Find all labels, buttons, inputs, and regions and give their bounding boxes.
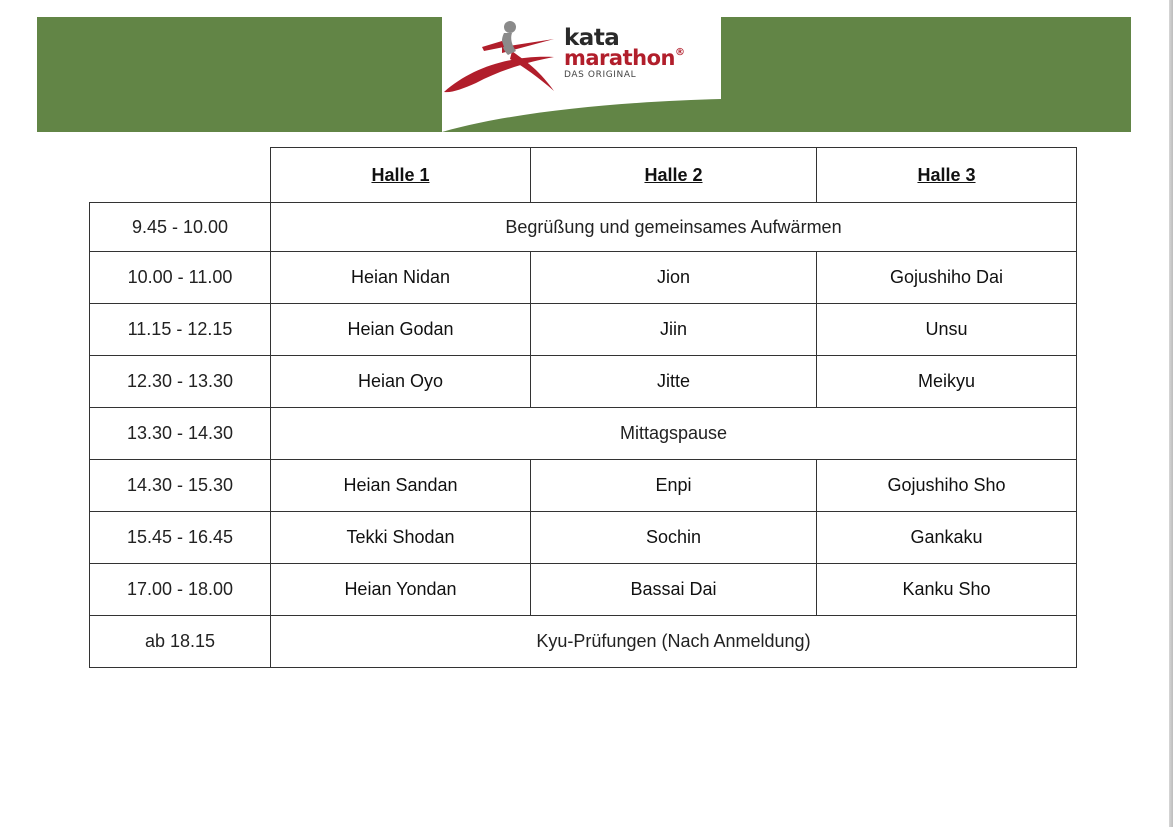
schedule-row bbox=[90, 356, 1077, 408]
time-cell: 13.30 - 14.30 bbox=[90, 408, 271, 460]
hall-3-label: Halle 3 bbox=[917, 164, 976, 185]
time-cell: 14.30 - 15.30 bbox=[90, 460, 271, 512]
schedule-row bbox=[90, 304, 1077, 356]
hall-3-kata: Gojushiho Sho bbox=[817, 460, 1077, 512]
header-row bbox=[90, 148, 1077, 203]
hall-3-header bbox=[817, 148, 1077, 203]
hall-3-kata: Gankaku bbox=[817, 512, 1077, 564]
page-edge-shadow bbox=[1169, 0, 1173, 827]
hall-1-kata: Heian Yondan bbox=[271, 564, 531, 616]
schedule-row bbox=[90, 512, 1077, 564]
hall-2-kata: Jitte bbox=[531, 356, 817, 408]
time-cell: 9.45 - 10.00 bbox=[90, 203, 271, 252]
hall-3-kata: Meikyu bbox=[817, 356, 1077, 408]
kata-marathon-logo bbox=[442, 17, 721, 132]
hall-2-label: Halle 2 bbox=[644, 164, 703, 185]
logo-word-kata: kata bbox=[564, 25, 620, 51]
hall-2-kata: Enpi bbox=[531, 460, 817, 512]
hall-2-kata: Bassai Dai bbox=[531, 564, 817, 616]
welcome-cell: Begrüßung und gemeinsames Aufwärmen bbox=[271, 203, 1077, 252]
hall-1-kata: Heian Sandan bbox=[271, 460, 531, 512]
hall-1-kata: Heian Oyo bbox=[271, 356, 531, 408]
hall-1-header bbox=[271, 148, 531, 203]
hall-3-kata: Kanku Sho bbox=[817, 564, 1077, 616]
schedule-row bbox=[90, 460, 1077, 512]
logo-word-marathon-text: marathon bbox=[564, 46, 675, 70]
schedule-row bbox=[90, 408, 1077, 460]
time-cell: 17.00 - 18.00 bbox=[90, 564, 271, 616]
kyu-exam-cell: Kyu-Prüfungen (Nach Anmeldung) bbox=[271, 616, 1077, 668]
hall-1-label: Halle 1 bbox=[371, 164, 430, 185]
schedule-row bbox=[90, 203, 1077, 252]
hall-1-kata: Heian Nidan bbox=[271, 252, 531, 304]
corner-cell bbox=[90, 148, 271, 203]
schedule-row bbox=[90, 564, 1077, 616]
time-cell: 10.00 - 11.00 bbox=[90, 252, 271, 304]
logo-wordmark bbox=[564, 27, 684, 80]
schedule-row bbox=[90, 252, 1077, 304]
time-cell: 11.15 - 12.15 bbox=[90, 304, 271, 356]
hall-3-kata: Unsu bbox=[817, 304, 1077, 356]
hall-2-kata: Sochin bbox=[531, 512, 817, 564]
hall-2-header bbox=[531, 148, 817, 203]
hall-1-kata: Heian Godan bbox=[271, 304, 531, 356]
lunch-break-cell: Mittagspause bbox=[271, 408, 1077, 460]
hall-2-kata: Jiin bbox=[531, 304, 817, 356]
logo-word-marathon bbox=[564, 48, 684, 69]
hall-1-kata: Tekki Shodan bbox=[271, 512, 531, 564]
logo-tagline: DAS ORIGINAL bbox=[564, 70, 637, 80]
hall-3-kata: Gojushiho Dai bbox=[817, 252, 1077, 304]
time-cell: 15.45 - 16.45 bbox=[90, 512, 271, 564]
time-cell: ab 18.15 bbox=[90, 616, 271, 668]
schedule-table bbox=[89, 147, 1077, 668]
registered-mark: ® bbox=[674, 47, 685, 58]
hall-2-kata: Jion bbox=[531, 252, 817, 304]
schedule-row bbox=[90, 616, 1077, 668]
time-cell: 12.30 - 13.30 bbox=[90, 356, 271, 408]
schedule-body bbox=[90, 148, 1077, 668]
